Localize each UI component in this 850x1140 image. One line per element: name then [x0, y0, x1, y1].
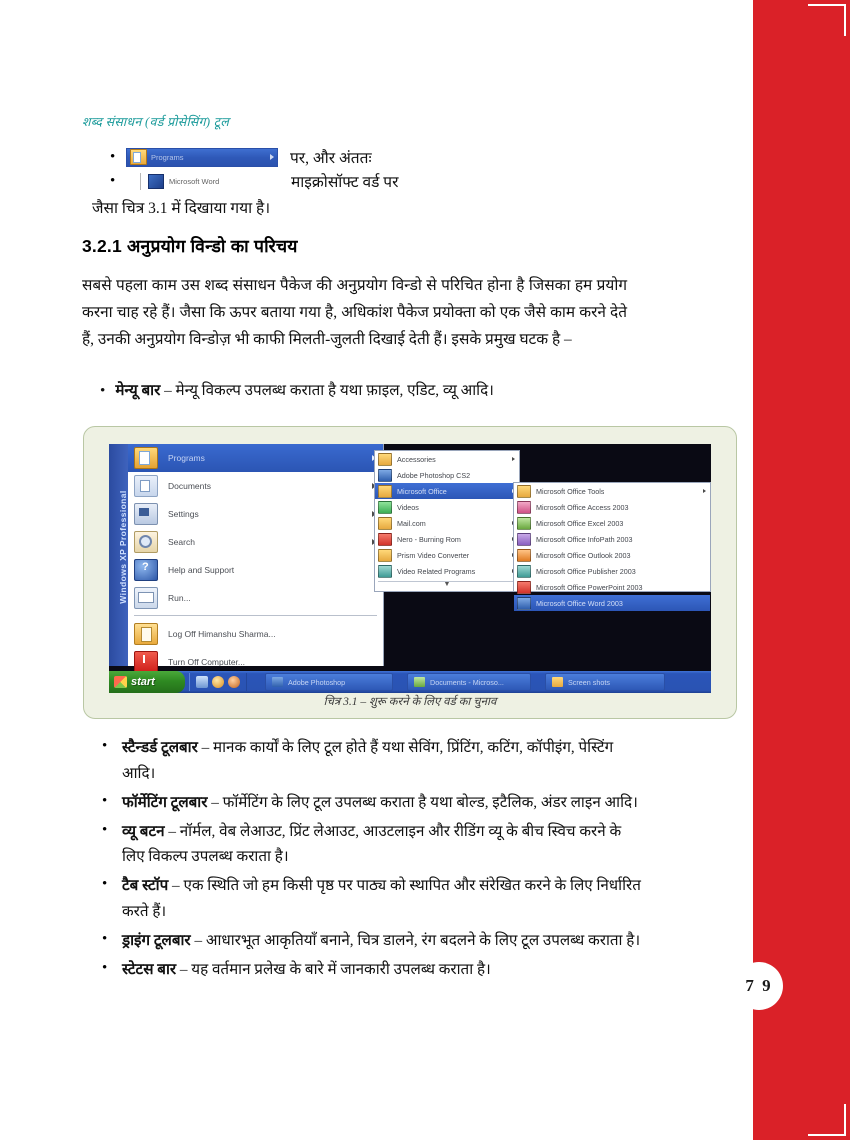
submenu-item-label: Prism Video Converter: [397, 550, 470, 560]
taskbar-task-label: Adobe Photoshop: [288, 677, 346, 687]
taskbar: [109, 671, 711, 693]
start-menu-footer-items: [128, 620, 383, 676]
bullet-marker: •: [110, 148, 116, 165]
corner-bracket-top-icon: [808, 4, 846, 36]
submenu-item-icon: [378, 517, 392, 530]
programs-submenu-item[interactable]: [375, 531, 519, 547]
submenu-item-icon: [517, 581, 531, 594]
start-button-label: start: [131, 676, 155, 688]
programs-submenu-item[interactable]: [375, 451, 519, 467]
menu-item-icon: [134, 447, 158, 469]
menu-item-icon: [134, 559, 158, 581]
programs-submenu-item[interactable]: [375, 515, 519, 531]
menu-item-icon: [134, 531, 158, 553]
inline-word-menu-image: [140, 173, 257, 190]
submenu-item-icon: [378, 485, 392, 498]
menu-item-icon: [134, 651, 158, 673]
component-list-item: [100, 819, 645, 870]
menu-bar-description: – मेन्यू विकल्प उपलब्ध कराता है यथा फ़ाइल, एडिट, व्यू आदि।: [160, 382, 494, 399]
office-submenu-item[interactable]: [514, 499, 710, 515]
windows-xp-screenshot: [109, 444, 711, 693]
taskbar-task-icon: [414, 677, 425, 687]
start-menu-item[interactable]: [128, 584, 383, 612]
programs-submenu-item[interactable]: [375, 467, 519, 483]
menu-item-label: Turn Off Computer...: [168, 657, 246, 667]
figure-3-1: [83, 426, 737, 719]
submenu-item-icon: [517, 533, 531, 546]
start-menu-panel: [128, 444, 384, 666]
office-submenu-panel: [513, 482, 711, 608]
component-list-item: [100, 957, 645, 983]
menu-item-label: Search: [168, 537, 195, 547]
submenu-item-icon: [378, 549, 392, 562]
submenu-item-label: Mail.com: [397, 518, 426, 528]
menu-item-icon: [134, 587, 158, 609]
submenu-item-label: Microsoft Office Excel 2003: [536, 518, 624, 528]
submenu-item-label: Nero - Burning Rom: [397, 534, 461, 544]
taskbar-task-button[interactable]: [407, 673, 531, 691]
programs-submenu-item[interactable]: [375, 483, 519, 499]
submenu-arrow-icon: [270, 154, 274, 160]
top-bullet-list: [82, 146, 642, 194]
menu-item-label: Settings: [168, 509, 199, 519]
component-list-item: [100, 873, 645, 924]
submenu-item-label: Microsoft Office InfoPath 2003: [536, 534, 633, 544]
submenu-item-icon: [378, 453, 392, 466]
submenu-item-label: Videos: [397, 502, 419, 512]
top-item-2-text: माइक्रोसॉफ्ट वर्ड पर: [291, 174, 399, 191]
submenu-item-icon: [378, 565, 392, 578]
start-menu-item[interactable]: [128, 556, 383, 584]
office-submenu-item[interactable]: [514, 563, 710, 579]
section-heading: 3.2.1 अनुप्रयोग विन्डो का परिचय: [82, 236, 298, 256]
submenu-arrow-icon: [703, 489, 706, 493]
component-list-item: [100, 790, 645, 816]
submenu-item-label: Video Related Programs: [397, 566, 476, 576]
submenu-item-icon: [517, 501, 531, 514]
component-description: – नॉर्मल, वेब लेआउट, प्रिंट लेआउट, आउटलाइन और रीडिंग व्यू के बीच स्विच करने के लिए विकल्प उपलब्ध कराता है।: [122, 822, 622, 865]
start-menu-item[interactable]: [128, 500, 383, 528]
windows-xp-branding-label: Windows XP Professional: [118, 490, 128, 604]
top-item-1-text: पर, और अंततः: [290, 150, 372, 167]
quick-launch-app-icon[interactable]: [228, 676, 240, 688]
submenu-item-label: Microsoft Office Publisher 2003: [536, 566, 636, 576]
start-menu-footer-item[interactable]: [128, 620, 383, 648]
submenu-item-icon: [378, 501, 392, 514]
menu-item-label: Documents: [168, 481, 211, 491]
menu-item-label: Programs: [168, 453, 205, 463]
component-term: स्टैन्डर्ड टूलबार: [122, 739, 198, 756]
submenu-item-label: Microsoft Office Outlook 2003: [536, 550, 631, 560]
office-submenu-item[interactable]: [514, 531, 710, 547]
submenu-arrow-icon: [512, 457, 515, 461]
component-description: – फॉर्मेटिंग के लिए टूल उपलब्ध कराता है यथा बोल्ड, इटैलिक, अंडर लाइन आदि।: [207, 793, 638, 811]
taskbar-task-label: Documents - Microso...: [430, 677, 504, 687]
inline-programs-menu-image: [126, 148, 278, 167]
menu-item-label: Log Off Himanshu Sharma...: [168, 629, 276, 639]
quick-launch-bar: [189, 673, 247, 691]
submenu-item-icon: [378, 469, 392, 482]
office-submenu-item[interactable]: [514, 595, 710, 611]
office-submenu-item[interactable]: [514, 547, 710, 563]
top-list-item-word: [82, 170, 642, 192]
running-header: शब्द संसाधन (वर्ड प्रोसेसिंग) टूल: [82, 115, 230, 129]
submenu-item-icon: [517, 485, 531, 498]
component-term: फॉर्मेटिंग टूलबार: [122, 793, 208, 811]
start-menu-divider: [134, 615, 377, 616]
programs-submenu-item[interactable]: [375, 547, 519, 563]
quick-launch-media-icon[interactable]: [212, 676, 224, 688]
taskbar-task-buttons: [247, 673, 665, 691]
menu-bar-bullet: [100, 378, 645, 403]
office-submenu-item[interactable]: [514, 515, 710, 531]
start-menu-item[interactable]: [128, 444, 383, 472]
office-submenu-items: [514, 483, 710, 611]
figure-caption: चित्र 3.1 – शुरू करने के लिए वर्ड का चुनाव: [323, 696, 497, 708]
page-number-badge: [735, 962, 783, 1010]
submenu-item-label: Microsoft Office Access 2003: [536, 502, 629, 512]
components-bullet-list: [100, 735, 645, 986]
programs-submenu-items: [375, 451, 519, 579]
top-list-item-programs: [82, 146, 642, 168]
bullet-marker: •: [110, 172, 116, 189]
programs-folder-icon: [130, 149, 147, 165]
inline-programs-label: Programs: [151, 152, 184, 162]
component-list-item: [100, 735, 645, 786]
taskbar-task-button[interactable]: [265, 673, 393, 691]
taskbar-task-icon: [272, 677, 283, 687]
submenu-item-label: Microsoft Office Tools: [536, 486, 605, 496]
windows-flag-icon: [114, 676, 127, 688]
component-description: – आधारभूत आकृतियाँ बनाने, चित्र डालने, रंग बदलने के लिए टूल उपलब्ध कराता है।: [190, 931, 641, 949]
office-submenu-item[interactable]: [514, 483, 710, 499]
windows-xp-branding-strip: [109, 444, 128, 666]
submenu-item-label: Microsoft Office PowerPoint 2003: [536, 582, 643, 592]
start-menu-item[interactable]: [128, 472, 383, 500]
component-description: – यह वर्तमान प्रलेख के बारे में जानकारी उपलब्ध कराता है।: [176, 960, 491, 978]
taskbar-task-icon: [552, 677, 563, 687]
chevron-down-icon[interactable]: ▼: [443, 581, 451, 588]
programs-submenu-item[interactable]: [375, 563, 519, 579]
figure-reference-line: जैसा चित्र 3.1 में दिखाया गया है।: [92, 200, 271, 217]
start-button[interactable]: [109, 671, 185, 693]
inline-word-label: Microsoft Word: [169, 176, 220, 186]
bullet-marker: •: [100, 382, 106, 399]
programs-submenu-panel: [374, 450, 520, 592]
menu-bar-term: मेन्यू बार: [115, 382, 161, 399]
start-menu-items: [128, 444, 383, 612]
component-description: – मानक कार्यों के लिए टूल होते हैं यथा सेविंग, प्रिंटिंग, कटिंग, कॉपीइंग, पेस्टिंग आदि।: [122, 739, 614, 782]
submenu-item-label: Microsoft Office: [397, 486, 447, 496]
word-app-icon: [148, 174, 164, 189]
section-paragraph: सबसे पहला काम उस शब्द संसाधन पैकेज की अनुप्रयोग विन्डो से परिचित होना है जिसका हम प्रयोग करना चाह रहे हैं। जैसा कि ऊपर बताया गया है, अधिकांश पैकेज प्रयोक्ता को एक जैसे काम करने देते हैं, उनकी अनुप्रयोग विन्डोज़ भी काफी मिलती-जुलती दिखाई देती हैं। इसके प्रमुख घटक है –: [82, 277, 627, 348]
start-menu-item[interactable]: [128, 528, 383, 556]
submenu-item-label: Adobe Photoshop CS2: [397, 470, 471, 480]
menu-item-label: Run...: [168, 593, 191, 603]
menu-item-icon: [134, 503, 158, 525]
taskbar-task-label: Screen shots: [568, 677, 610, 687]
corner-bracket-bottom-icon: [808, 1104, 846, 1136]
component-description: – एक स्थिति जो हम किसी पृष्ठ पर पाठ्य को स्थापित और संरेखित करने के लिए निर्धारित करते हैं।: [122, 877, 641, 920]
submenu-item-icon: [517, 597, 531, 610]
quick-launch-ie-icon[interactable]: [196, 676, 208, 688]
submenu-item-label: Accessories: [397, 454, 436, 464]
component-list-item: [100, 928, 645, 954]
menu-item-icon: [134, 475, 158, 497]
menu-item-label: Help and Support: [168, 565, 235, 575]
submenu-item-label: Microsoft Office Word 2003: [536, 598, 623, 608]
submenu-item-icon: [517, 565, 531, 578]
taskbar-task-button[interactable]: [545, 673, 665, 691]
programs-submenu-item[interactable]: [375, 499, 519, 515]
component-term: ड्राइंग टूलबार: [122, 931, 191, 949]
component-term: स्टेटस बार: [122, 960, 177, 978]
component-term: व्यू बटन: [122, 822, 165, 840]
submenu-item-icon: [517, 517, 531, 530]
submenu-item-icon: [378, 533, 392, 546]
component-term: टैब स्टॉप: [122, 877, 169, 894]
office-submenu-item[interactable]: [514, 579, 710, 595]
page-number: 7 9: [745, 976, 773, 995]
submenu-item-icon: [517, 549, 531, 562]
menu-item-icon: [134, 623, 158, 645]
